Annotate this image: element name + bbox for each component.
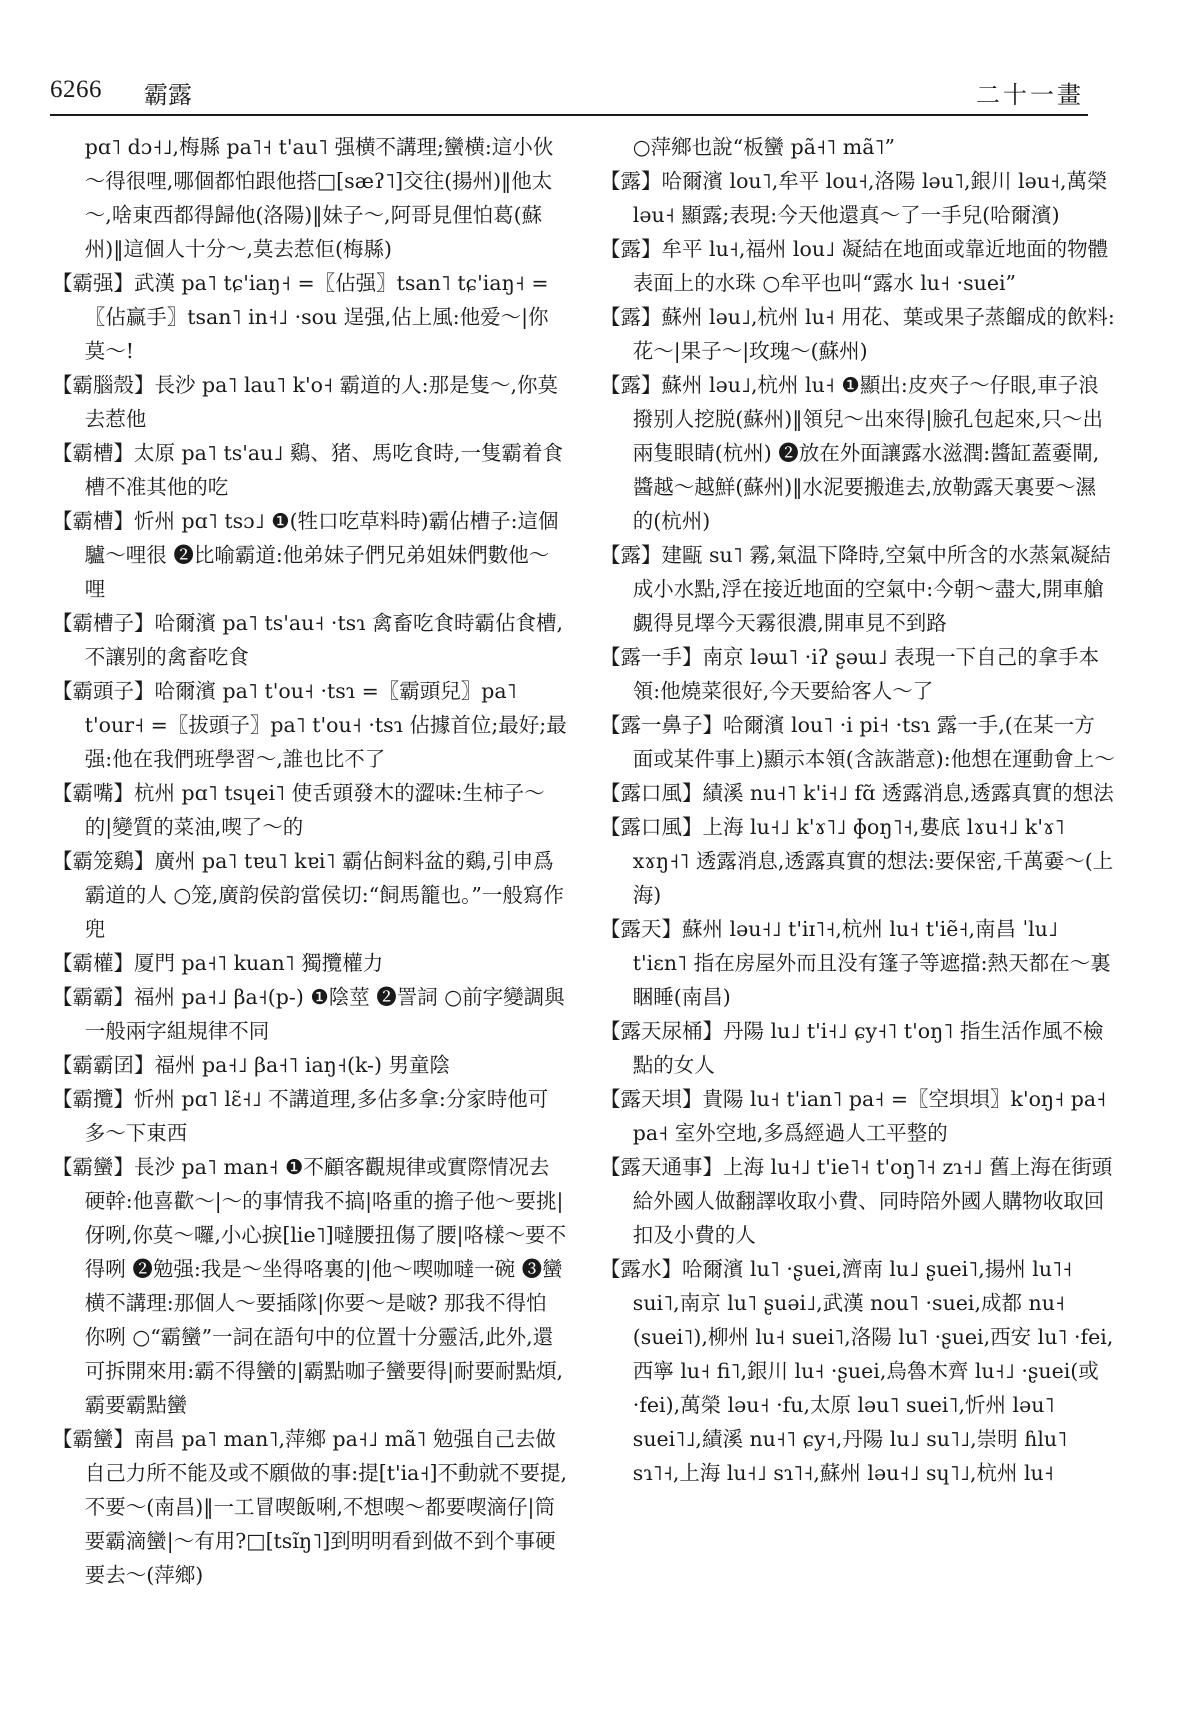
dictionary-entry: 【霸槽】太原 pa˥ ts'au˩ 鷄、猪、馬吃食時,一隻霸着食槽不准其他的吃 xyxy=(52,441,563,499)
dictionary-entry: 【露天通事】上海 lu˧˩ t'ie˥˧ t'oŋ˥˧ zɿ˧˩ 舊上海在街頭給外國人做翻譯收取小費、同時陪外國人購物收取回扣及小費的人 xyxy=(600,1155,1113,1247)
dictionary-entry: 【露】蘇州 ləu˩,杭州 lu˧ ❶顯出:皮夾子～仔眼,車子浪撥别人挖脱(蘇州)‖領兒～出來得|臉孔包起來,只～出兩隻眼睛(杭州) ❷放在外面讓露水滋潤:醬缸蓋嫑閘,醬越～越鮮(蘇州)‖水泥要搬進去,放勒露天裏要～濕的(杭州) xyxy=(600,373,1103,533)
dictionary-entry: 【霸頭子】哈爾濱 pa˥ t'ou˧ ·tsɿ =〖霸頭兒〗pa˥ t'our˧ =〖拔頭子〗pa˥ t'ou˧ ·tsɿ 佔據首位;最好;最强:他在我們班學習～,誰也比不了 xyxy=(52,679,567,771)
dictionary-entry: pɑ˥ dɔ˧˩,梅縣 pa˥˧ t'au˥ 强横不講理;蠻横:這小伙～得很哩,哪個都怕跟他搭□[sæʔ˥]交往(揚州)‖他太～,啥東西都得歸他(洛陽)‖妹子～,阿哥見俚怕葛(蘇州)‖這個人十分～,莫去惹佢(梅縣) xyxy=(84,135,554,261)
dictionary-entry: 【霸腦殼】長沙 pa˥ lau˥ k'o˧ 霸道的人:那是隻～,你莫去惹他 xyxy=(52,373,559,431)
dictionary-entry: 【霸强】武漢 pa˥ tɕ'iaŋ˧ =〖佔强〗tsan˥ tɕ'iaŋ˧ =〖佔赢手〗tsan˥ in˧˩ ·sou 逞强,佔上風:他爱～|你莫～! xyxy=(52,271,549,363)
dictionary-entry: 【霸槽】忻州 pɑ˥ tsɔ˩ ❶(牲口吃草料時)霸佔槽子:這個驢～哩很 ❷比喻霸道:他弟妹子們兄弟姐妹們數他～哩 xyxy=(52,509,559,601)
dictionary-entry: 【霸霸囝】福州 pa˧˩ βa˧˥ iaŋ˧(k-) 男童陰 xyxy=(52,1053,450,1077)
dictionary-entry: 【露天】蘇州 ləu˧˩ t'iɪ˥˧,杭州 lu˧ t'iẽ˧,南昌 ˈlu˩ t'iɛn˥ 指在房屋外而且没有篷子等遮擋:熱天都在～裏睏睡(南昌) xyxy=(600,917,1111,1009)
dictionary-entry: 【霸嘴】杭州 pɑ˥ tsɥei˥ 使舌頭發木的澀味:生柿子～的|變質的菜油,喫了～的 xyxy=(52,781,545,839)
dictionary-entry: 【霸笼鷄】廣州 pa˥ tɐu˥ kɐi˥ 霸佔飼料盆的鷄,引申爲霸道的人 ○笼,廣韵侯韵當侯切:“飼馬籠也。”一般寫作兜 xyxy=(52,849,564,941)
left-column xyxy=(52,130,567,1592)
dictionary-entry: 【露口風】上海 lu˧˩ k'ɤ˥˩ ɸoŋ˥˧,婁底 lɤu˧˩ k'ɤ˥ xɤŋ˧˥ 透露消息,透露真實的想法:要保密,千萬嫑～(上海) xyxy=(600,815,1114,907)
dictionary-entry: 【露】蘇州 ləu˩,杭州 lu˧ 用花、葉或果子蒸餾成的飲料:花～|果子～|玫瑰～(蘇州) xyxy=(600,305,1115,363)
dictionary-entry: 【露口風】績溪 nu˧˥ k'i˧˩ fɑ̃ 透露消息,透露真實的想法 xyxy=(600,781,1114,805)
header-rule xyxy=(50,114,1088,116)
dictionary-entry: 【霸槽子】哈爾濱 pa˥ ts'au˧ ·tsɿ 禽畜吃食時霸佔食槽,不讓别的禽畜吃食 xyxy=(52,611,564,669)
dictionary-entry: 【露一鼻子】哈爾濱 lou˥ ·i pi˧ ·tsɿ 露一手,(在某一方面或某件事上)顯示本領(含詼諧意):他想在運動會上～ xyxy=(600,713,1115,771)
dictionary-entry: 【霸霸】福州 pa˧˩ βa˧(p-) ❶陰莖 ❷詈詞 ○前字變調與一般兩字組規律不同 xyxy=(52,985,565,1043)
dictionary-entry: ○萍鄉也說“板蠻 pã˧˥ mã˥” xyxy=(632,135,896,159)
section-label: 二十一畫 xyxy=(976,81,1084,109)
header-title: 霸露 xyxy=(144,81,192,109)
dictionary-entry: 【霸蠻】南昌 pa˥ man˥,萍鄉 pa˧˩ mã˥ 勉强自己去做自己力所不能及或不願做的事:提[t'ia˧]不動就不要提,不要～(南昌)‖一工冒喫飯唎,不想喫～都要喫滴仔|筒要霸滴蠻|～有用?□[tsĩŋ˥]到明明看到做不到个事硬要去～(萍鄉) xyxy=(52,1427,567,1587)
right-column xyxy=(600,130,1115,1490)
dictionary-entry: 【露】牟平 lu˧,福州 lou˩ 凝結在地面或靠近地面的物體表面上的水珠 ○牟平也叫“露水 lu˧ ·suei” xyxy=(600,237,1109,295)
dictionary-entry: 【露天垻】貴陽 lu˧ t'ian˥ pa˧ =〖空垻垻〗k'oŋ˧ pa˧ pa˧ 室外空地,多爲經過人工平整的 xyxy=(600,1087,1107,1145)
page-number: 6266 xyxy=(50,76,102,103)
dictionary-entry: 【霸蠻】長沙 pa˥ man˧ ❶不顧客觀規律或實際情况去硬幹:他喜歡～|～的事情我不搞|咯重的擔子他～要挑|伢咧,你莫～囉,小心捩[lie˥]噠腰扭傷了腰|咯樣～要不得咧 ❷勉强:我是～坐得咯裏的|他～喫咖噠一碗 ❸蠻横不講理:那個人～要插隊|你要～是啵? 那我不得怕你咧 ○“霸蠻”一詞在語句中的位置十分靈活,此外,還可拆開來用:霸不得蠻的|霸點咖子蠻要得|耐要耐點煩,霸要霸點蠻 xyxy=(52,1155,567,1417)
dictionary-entry: 【露】哈爾濱 lou˥,牟平 lou˧,洛陽 ləu˥,銀川 ləu˧,萬榮 ləu˧ 顯露;表現:今天他還真～了一手兒(哈爾濱) xyxy=(600,169,1108,227)
page-header xyxy=(50,76,1084,116)
dictionary-entry: 【露水】哈爾濱 lu˥ ·ʂuei,濟南 lu˩ ʂuei˥,揚州 lu˥˧ sui˥,南京 lu˥ ʂuəi˩,武漢 nou˥ ·suei,成都 nu˧ (suei˥),柳州 lu˧ suei˥,洛陽 lu˥ ·ʂuei,西安 lu˥ ·fei,西寧 lu˧ fi˥,銀川 lu˧ ·ʂuei,烏魯木齊 lu˧˩ ·ʂuei(或·fei),萬榮 ləu˧ ·fu,太原 ləu˥ suei˥,忻州 ləu˥ suei˥˩,績溪 nu˧˥ ɕy˧,丹陽 lu˩ su˥˩,崇明 ɦlu˥ sɿ˥˧,上海 lu˧˩ sɿ˥˧,蘇州 ləu˧˩ sɥ˥˩,杭州 lu˧ xyxy=(600,1257,1114,1485)
dictionary-entry: 【霸攬】忻州 pɑ˥ lɛ̃˧˩ 不講道理,多佔多拿:分家時他可多～下東西 xyxy=(52,1087,549,1145)
dictionary-entry: 【露一手】南京 ləɯ˥ ·iʔ ʂəɯ˩ 表現一下自己的拿手本領:他燒菜很好,今天要給客人～了 xyxy=(600,645,1100,703)
dictionary-entry: 【露】建甌 su˥ 霧,氣温下降時,空氣中所含的水蒸氣凝結成小水點,浮在接近地面的空氣中:今朝～盡大,開車艙覷得見墿今天霧很濃,開車見不到路 xyxy=(600,543,1111,635)
dictionary-entry: 【霸權】厦門 pa˧˥ kuan˥ 獨攬權力 xyxy=(52,951,384,975)
dictionary-entry: 【露天尿桶】丹陽 lu˩ t'i˧˩ ɕy˧˥ t'oŋ˥ 指生活作風不檢點的女人 xyxy=(600,1019,1104,1077)
